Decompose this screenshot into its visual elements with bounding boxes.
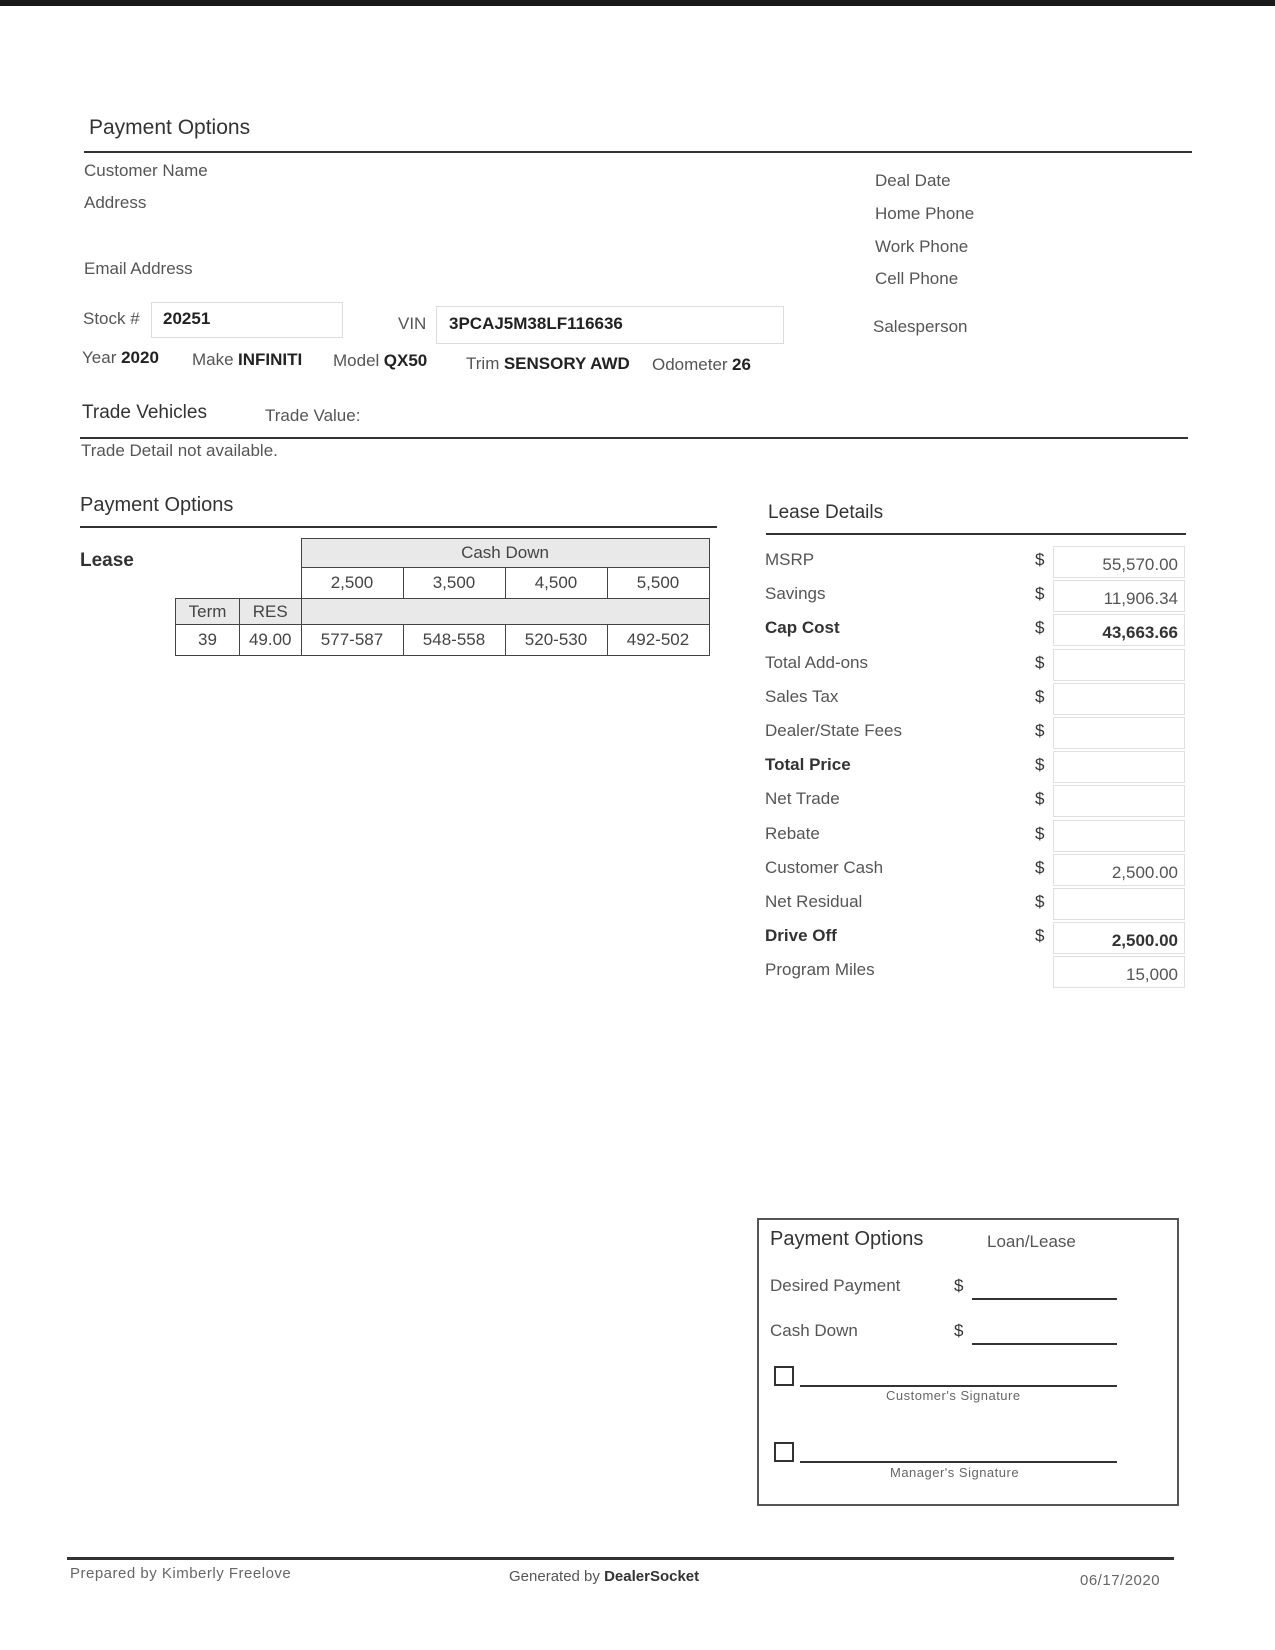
manager-approve-checkbox[interactable] bbox=[774, 1442, 794, 1462]
lease-detail-value-box bbox=[1053, 580, 1185, 612]
desired-payment-currency: $ bbox=[954, 1276, 964, 1295]
cash-down-cell: 5,500 bbox=[607, 568, 709, 599]
lease-detail-currency: $ bbox=[1035, 686, 1045, 706]
vehicle-line bbox=[82, 348, 159, 368]
cash-down-header: Cash Down bbox=[301, 539, 709, 568]
payment-options-box bbox=[757, 1218, 1179, 1506]
customer-approve-checkbox[interactable] bbox=[774, 1366, 794, 1386]
lease-detail-value-box bbox=[1053, 956, 1185, 988]
scan-edge bbox=[0, 0, 1275, 6]
lease-label: Lease bbox=[80, 550, 134, 571]
lease-detail-currency: $ bbox=[1035, 755, 1045, 775]
lease-detail-row bbox=[765, 954, 1185, 988]
lease-grid bbox=[175, 538, 710, 656]
lease-detail-value-box bbox=[1053, 785, 1185, 817]
lease-detail-value-box bbox=[1053, 888, 1185, 920]
lease-detail-currency: $ bbox=[1035, 584, 1045, 604]
lease-detail-currency: $ bbox=[1035, 789, 1045, 809]
cell-phone-label: Cell Phone bbox=[875, 269, 959, 288]
cash-down-currency: $ bbox=[954, 1321, 964, 1340]
lease-detail-value: 43,663.66 bbox=[1102, 623, 1178, 643]
lease-detail-currency: $ bbox=[1035, 652, 1045, 672]
cash-down-line[interactable] bbox=[972, 1343, 1117, 1345]
lease-detail-label: Program Miles bbox=[765, 960, 875, 980]
trade-detail: Trade Detail not available. bbox=[81, 441, 278, 460]
lease-detail-value: 11,906.34 bbox=[1103, 589, 1178, 609]
lease-detail-value-box bbox=[1053, 717, 1185, 749]
lease-detail-value: 55,570.00 bbox=[1102, 555, 1178, 574]
lease-detail-currency: $ bbox=[1035, 550, 1045, 569]
stock-value: 20251 bbox=[163, 309, 211, 328]
cash-down-cell: 2,500 bbox=[301, 568, 403, 599]
lease-detail-currency: $ bbox=[1035, 823, 1045, 843]
lease-detail-row bbox=[765, 920, 1185, 954]
lease-detail-value-box bbox=[1053, 614, 1185, 646]
term-value: 39 bbox=[176, 625, 240, 656]
lease-detail-value: 2,500.00 bbox=[1111, 862, 1178, 882]
lease-detail-label: Total Price bbox=[765, 755, 851, 775]
stock-label: Stock # bbox=[83, 309, 140, 328]
home-phone-label: Home Phone bbox=[875, 204, 975, 223]
lease-detail-label: Net Residual bbox=[765, 892, 863, 911]
lease-detail-label: Sales Tax bbox=[765, 686, 839, 706]
lease-detail-row bbox=[765, 818, 1185, 852]
customer-signature-caption: Customer's Signature bbox=[886, 1388, 1021, 1403]
lease-detail-value: 2,500.00 bbox=[1111, 931, 1178, 951]
lease-detail-label: Cap Cost bbox=[765, 618, 840, 638]
lease-details-heading: Lease Details bbox=[768, 502, 884, 523]
res-header: RES bbox=[240, 599, 302, 625]
lease-detail-value-box bbox=[1053, 751, 1185, 783]
cash-down-cell: 4,500 bbox=[505, 568, 607, 599]
trade-rule bbox=[80, 437, 1188, 439]
box-type: Loan/Lease bbox=[987, 1232, 1076, 1251]
lease-detail-row bbox=[765, 612, 1185, 646]
salesperson-label: Salesperson bbox=[873, 317, 968, 336]
footer-date: 06/17/2020 bbox=[1080, 1572, 1161, 1589]
footer-rule bbox=[67, 1557, 1174, 1560]
model-label: Model bbox=[333, 351, 380, 370]
lease-detail-label: Customer Cash bbox=[765, 857, 884, 877]
deal-date-label: Deal Date bbox=[875, 171, 951, 190]
lease-detail-value-box bbox=[1053, 820, 1185, 852]
make-label: Make bbox=[192, 350, 234, 369]
trade-heading: Trade Vehicles bbox=[82, 402, 207, 423]
lease-detail-label: Rebate bbox=[765, 823, 820, 843]
term-header: Term bbox=[176, 599, 240, 625]
payment-cell: 548-558 bbox=[403, 625, 505, 656]
model-group bbox=[333, 351, 427, 371]
lease-detail-currency: $ bbox=[1035, 721, 1045, 740]
email-label: Email Address bbox=[84, 259, 193, 278]
payment-cell: 492-502 bbox=[607, 625, 709, 656]
address-label: Address bbox=[84, 193, 147, 212]
customer-name-label: Customer Name bbox=[84, 161, 208, 180]
year-label: Year bbox=[82, 348, 117, 367]
odometer-label: Odometer bbox=[652, 355, 728, 374]
desired-payment-line[interactable] bbox=[972, 1298, 1117, 1300]
trade-value-label: Trade Value: bbox=[265, 406, 361, 425]
lease-detail-value-box bbox=[1053, 854, 1185, 886]
lease-detail-row bbox=[765, 647, 1185, 681]
lease-details-rule bbox=[766, 533, 1186, 535]
lease-detail-value-box bbox=[1053, 683, 1185, 715]
res-value: 49.00 bbox=[240, 625, 302, 656]
trim-label: Trim bbox=[466, 354, 500, 373]
lease-detail-currency: $ bbox=[1035, 926, 1045, 946]
generated-prefix: Generated by bbox=[509, 1568, 600, 1585]
generated-by bbox=[509, 1568, 699, 1585]
lease-detail-row bbox=[765, 749, 1185, 783]
lease-detail-row bbox=[765, 715, 1185, 749]
page-title: Payment Options bbox=[89, 116, 251, 139]
cash-down-label: Cash Down bbox=[770, 1321, 858, 1340]
year-value: 2020 bbox=[121, 348, 159, 367]
lease-detail-row bbox=[765, 783, 1185, 817]
header-rule bbox=[84, 151, 1192, 153]
lease-detail-row bbox=[765, 578, 1185, 612]
manager-signature-caption: Manager's Signature bbox=[890, 1465, 1020, 1480]
lease-detail-value: 15,000 bbox=[1126, 965, 1178, 985]
lease-detail-value-box bbox=[1053, 546, 1185, 578]
trim-group bbox=[466, 354, 630, 374]
lease-detail-label: Net Trade bbox=[765, 789, 840, 809]
desired-payment-label: Desired Payment bbox=[770, 1276, 901, 1295]
vin-value: 3PCAJ5M38LF116636 bbox=[449, 314, 623, 333]
make-group bbox=[192, 350, 302, 370]
lease-detail-label: MSRP bbox=[765, 550, 815, 569]
box-title: Payment Options bbox=[770, 1228, 924, 1250]
lease-detail-row bbox=[765, 886, 1185, 920]
manager-signature-line[interactable] bbox=[800, 1461, 1117, 1463]
model-value: QX50 bbox=[383, 351, 428, 370]
odometer-group bbox=[652, 355, 751, 375]
odometer-value: 26 bbox=[732, 355, 751, 374]
generated-brand: DealerSocket bbox=[604, 1568, 700, 1585]
lease-detail-currency: $ bbox=[1035, 618, 1045, 638]
payment-cell: 577-587 bbox=[301, 625, 403, 656]
cash-down-cell: 3,500 bbox=[403, 568, 505, 599]
lease-detail-value-box bbox=[1053, 649, 1185, 681]
lease-detail-label: Total Add-ons bbox=[765, 652, 869, 672]
lease-detail-label: Savings bbox=[765, 584, 826, 604]
lease-detail-currency: $ bbox=[1035, 892, 1045, 911]
lease-detail-value-box bbox=[1053, 922, 1185, 954]
lease-detail-row bbox=[765, 681, 1185, 715]
vin-label: VIN bbox=[398, 314, 427, 333]
lease-detail-label: Drive Off bbox=[765, 926, 837, 946]
payment-cell: 520-530 bbox=[505, 625, 607, 656]
customer-signature-line[interactable] bbox=[800, 1385, 1117, 1387]
payment-options-heading: Payment Options bbox=[80, 494, 234, 516]
trim-value: SENSORY AWD bbox=[503, 354, 630, 373]
lease-detail-currency: $ bbox=[1035, 857, 1045, 877]
work-phone-label: Work Phone bbox=[875, 237, 969, 256]
prepared-by: Prepared by Kimberly Freelove bbox=[70, 1565, 292, 1582]
payment-options-rule bbox=[80, 526, 717, 528]
lease-detail-row bbox=[765, 544, 1185, 578]
lease-detail-row bbox=[765, 852, 1185, 886]
make-value: INFINITI bbox=[238, 350, 303, 369]
lease-detail-label: Dealer/State Fees bbox=[765, 721, 903, 740]
